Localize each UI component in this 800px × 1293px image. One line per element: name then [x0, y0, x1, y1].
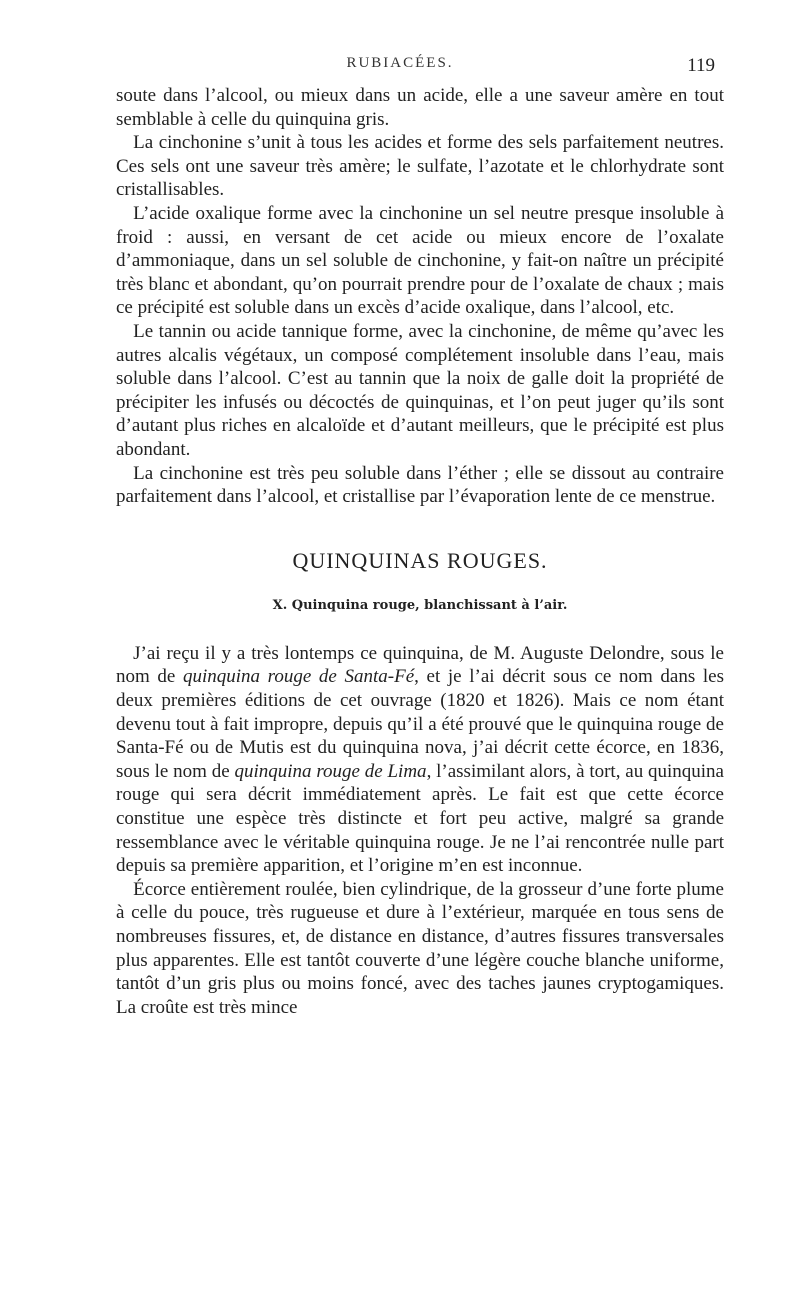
paragraph: La cinchonine est très peu soluble dans l’éther ; elle se dissout au contraire parfaitement dans l’alcool, et cristallise par l’évaporation lente de ce menstrue. — [116, 462, 724, 508]
italic-run: quinquina rouge de Lima — [234, 760, 427, 782]
italic-run: quinquina rouge de Santa-Fé — [182, 666, 415, 688]
page-number: 119 — [687, 55, 715, 76]
subsection-heading: X. Quinquina rouge, blanchissant à l’air. — [272, 598, 568, 614]
text-run: , et je l’ai décrit sous ce nom dans les deux premières éditions de cet ouvrage (1820 et 1826). Mais ce nom étant devenu tout à fait impropre, depuis qu’il a été prouvé que le quinquina rouge de Santa-Fé ou de Mutis est du quinquina nova, j’ai décrit cette écorce, en 1836, sous le nom de — [116, 666, 724, 782]
body-text — [116, 84, 724, 1019]
paragraph: Le tannin ou acide tannique forme, avec la cinchonine, de même qu’avec les autres alcalis végétaux, un composé complétement insoluble dans l’eau, mais soluble dans l’alcool. C’est au tannin que la noix de galle doit la propriété de précipiter les infusés ou décoctés de quinquinas, et l’on peut juger qu’ils sont d’autant plus riches en alcaloïde et d’autant meilleurs, que le précipité est plus abondant. — [116, 320, 724, 460]
section-heading: QUINQUINAS ROUGES. — [292, 547, 548, 573]
running-title: RUBIACÉES. — [346, 55, 454, 71]
paragraph — [116, 642, 724, 878]
text-run: , l’assimilant alors, à tort, au quinquina rouge qui sera décrit immédiatement après. Le fait est que cette écorce constitue une espèce très distincte et fort peu active, malgré sa grande ressemblance avec le véritable quinquina rouge. Je ne l’ai rencontrée nulle part depuis sa première apparition, et l’origine m’en est inconnue. — [116, 760, 724, 877]
paragraph: soute dans l’alcool, ou mieux dans un acide, elle a une saveur amère en tout semblable à celle du quinquina gris. — [116, 85, 724, 130]
paragraph: Écorce entièrement roulée, bien cylindrique, de la grosseur d’une forte plume à celle du pouce, très rugueuse et dure à l’extérieur, marquée en tous sens de nombreuses fissures, et, de distance en distance, d’autres fissures transversales plus apparentes. Elle est tantôt couverte d’une légère couche blanche uniforme, tantôt d’un gris plus ou moins foncé, avec des taches jaunes cryptogamiques. La croûte est très mince — [116, 878, 724, 1018]
paragraph: La cinchonine s’unit à tous les acides et forme des sels parfaitement neutres. Ces sels ont une saveur très amère; le sulfate, l’azotate et le chlorhydrate sont cristallisables. — [116, 132, 724, 201]
text-run: J’ai reçu il y a très lontemps ce quinquina, de M. Auguste Delondre, sous le nom de — [116, 642, 724, 688]
running-head — [0, 55, 800, 79]
paragraph: L’acide oxalique forme avec la cinchonine un sel neutre presque insoluble à froid : aussi, en versant de cet acide ou mieux encore de l’oxalate d’ammoniaque, dans un sel soluble de cinchonine, y fait-on naître un précipité très blanc et abondant, qu’on pourrait prendre pour de l’oxalate de chaux ; mais ce précipité est soluble dans un excès d’acide oxalique, dans l’alcool, etc. — [116, 202, 724, 319]
